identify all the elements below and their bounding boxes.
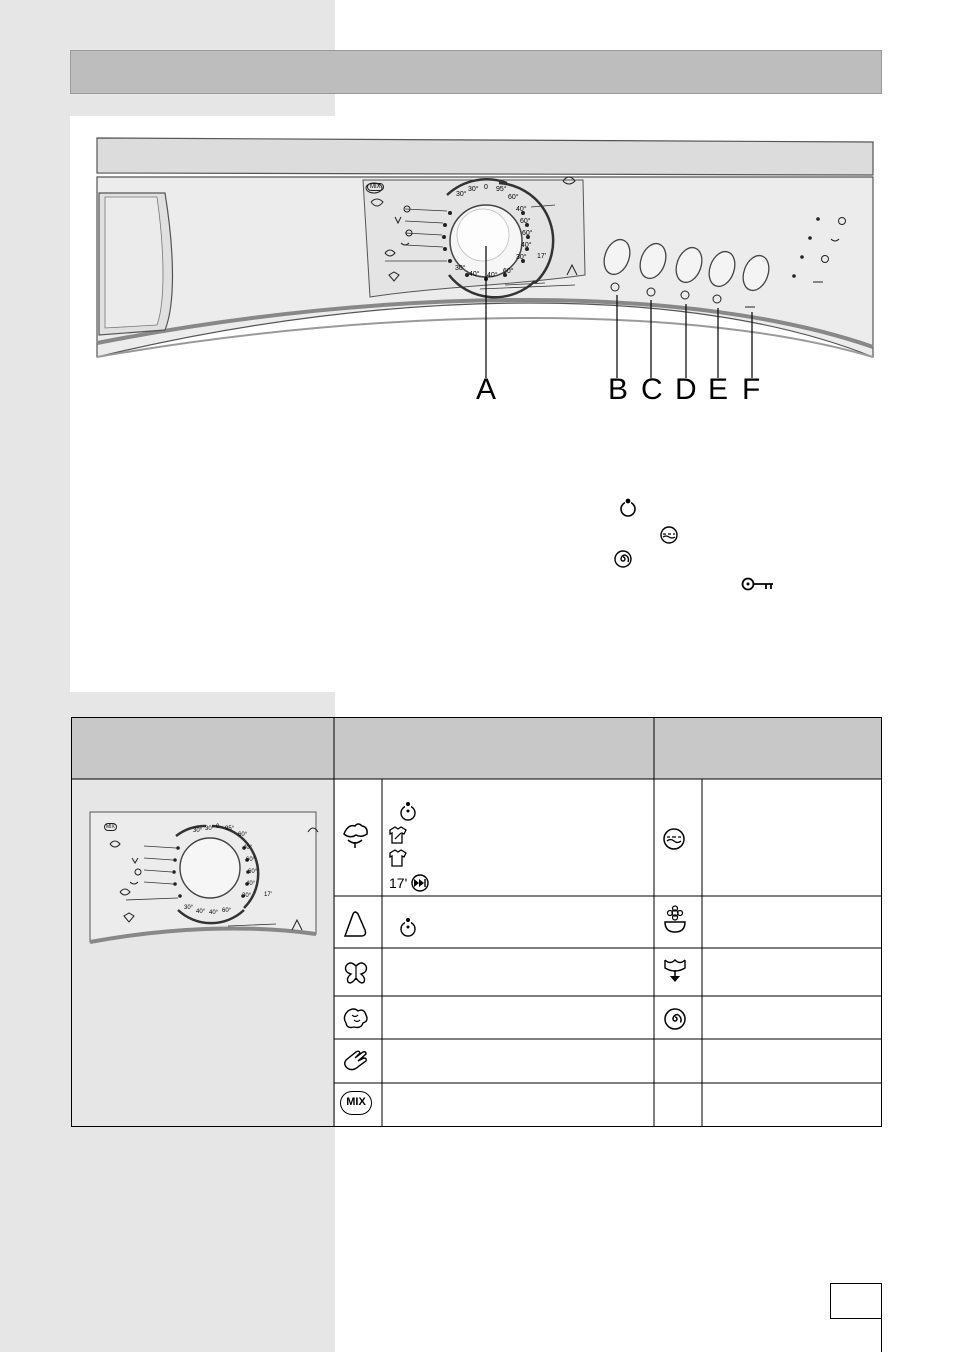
option-rinse-hold-icon bbox=[661, 826, 687, 852]
thumb-mark-4: 95° bbox=[225, 826, 235, 832]
dial-mark-right-1: 60° bbox=[508, 194, 519, 201]
dial-mark-right-2: 40° bbox=[516, 206, 527, 213]
hand-wash-icon bbox=[342, 1048, 370, 1076]
dial-mark-right-6: 30° bbox=[516, 254, 527, 261]
thumb-quick-label: 17' bbox=[264, 892, 272, 898]
thumb-mark-5: 60° bbox=[238, 832, 248, 838]
synthetics-icon bbox=[343, 910, 369, 938]
panel-quick-label: 17' bbox=[537, 253, 547, 260]
callout-c: C bbox=[641, 373, 663, 406]
callout-b: B bbox=[608, 373, 629, 406]
drain-icon bbox=[662, 956, 688, 986]
page-number-box bbox=[830, 1283, 882, 1319]
callout-d: D bbox=[675, 373, 697, 406]
prewash-icon bbox=[398, 800, 418, 822]
thumb-mark-10: 30° bbox=[242, 893, 252, 899]
dial-mark-top-95: 95° bbox=[496, 186, 507, 193]
thumb-mark-14: 60° bbox=[222, 908, 232, 914]
spin-icon bbox=[612, 548, 634, 570]
thumb-mark-8: 60° bbox=[248, 869, 258, 875]
thumb-mark-12: 40° bbox=[196, 909, 206, 915]
synthetics-prewash-icon bbox=[398, 916, 418, 938]
mix-icon: MIX bbox=[340, 1091, 372, 1115]
thumb-mark-2: 30° bbox=[205, 826, 215, 832]
wool-icon bbox=[342, 1005, 370, 1031]
page-number-rule bbox=[881, 1319, 882, 1352]
panel-mix-badge: MIX bbox=[367, 183, 384, 191]
quick-17-label: 17' bbox=[389, 875, 408, 891]
dial-mark-bottom-4: 60° bbox=[503, 268, 514, 275]
thumb-mark-3: 0 bbox=[216, 824, 220, 830]
dial-mark-top-zero: 0 bbox=[484, 184, 488, 191]
callout-a: A bbox=[476, 373, 497, 406]
quick-17-icon bbox=[409, 872, 431, 894]
callout-e: E bbox=[708, 373, 729, 406]
dial-mark-left-1: 30° bbox=[456, 191, 467, 198]
dial-mark-right-3: 60° bbox=[520, 218, 531, 225]
rinse-hold-icon bbox=[658, 524, 680, 546]
softener-icon bbox=[662, 905, 688, 935]
dial-mark-bottom-1: 30° bbox=[455, 265, 466, 272]
cotton-icon bbox=[340, 820, 370, 850]
thumb-mark-13: 40° bbox=[209, 910, 219, 916]
dial-mark-left-2: 30° bbox=[468, 186, 479, 193]
callout-leaders bbox=[0, 0, 953, 400]
program-dial-thumbnail bbox=[86, 806, 320, 944]
dial-mark-bottom-2: 40° bbox=[469, 271, 480, 278]
dial-mark-bottom-3: 40° bbox=[487, 272, 498, 279]
door-lock-icon bbox=[740, 575, 776, 593]
dial-mark-right-4: 60° bbox=[522, 230, 533, 237]
thumb-mix-badge: MIX bbox=[106, 824, 115, 830]
option-spin-icon bbox=[662, 1006, 688, 1032]
thumb-mark-9: 40° bbox=[246, 881, 256, 887]
dial-mark-right-5: 40° bbox=[521, 242, 532, 249]
callout-f: F bbox=[742, 373, 761, 406]
thumb-mark-7: 60° bbox=[246, 857, 256, 863]
thumb-mark-6: 40° bbox=[243, 845, 253, 851]
power-icon bbox=[618, 496, 640, 518]
delicates-icon bbox=[343, 960, 369, 986]
callout-labels bbox=[0, 370, 953, 410]
shirt-icon bbox=[388, 848, 410, 868]
easy-iron-icon bbox=[388, 825, 410, 845]
thumb-mark-1: 30° bbox=[193, 828, 203, 834]
thumb-mark-11: 30° bbox=[184, 905, 194, 911]
